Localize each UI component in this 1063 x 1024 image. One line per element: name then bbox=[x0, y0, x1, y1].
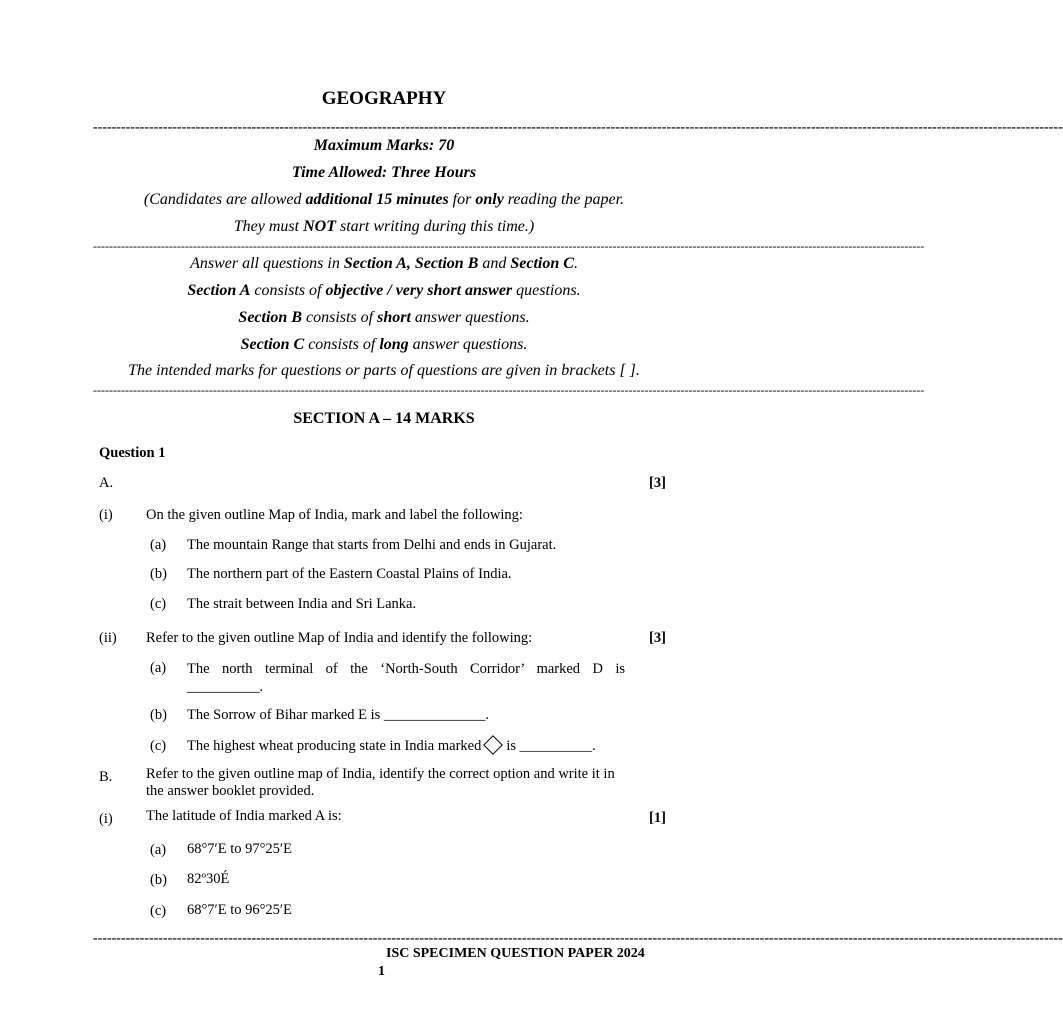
item-text: The mountain Range that starts from Delhi and ends in Gujarat. bbox=[187, 537, 557, 553]
divider: ---------------------------------------------------------------------------------------------------------------------------------------------------------------------------------------------------------------- bbox=[93, 120, 1063, 135]
part-b-label: B. bbox=[99, 769, 113, 785]
page-number: 1 bbox=[378, 964, 385, 979]
section-heading: SECTION A – 14 MARKS bbox=[293, 410, 475, 427]
divider: ---------------------------------------------------------------------------------------------------------------------------------------------------------------------------------------------------------------- bbox=[93, 383, 925, 397]
item-text: The strait between India and Sri Lanka. bbox=[187, 596, 417, 612]
option-number: (c) bbox=[150, 903, 167, 919]
subpart-marks: [3] bbox=[649, 630, 666, 646]
item-number: (c) bbox=[150, 738, 167, 754]
instruction-answer-all: Answer all questions in Section A, Section B and Section C. bbox=[190, 255, 578, 272]
instruction-section-a: Section A consists of objective / very short answer questions. bbox=[187, 282, 581, 299]
item-number: (c) bbox=[150, 596, 167, 612]
option-text: 82º30É bbox=[187, 871, 230, 887]
option-text: 68°7′E to 97°25′E bbox=[187, 841, 292, 857]
item-text: The northern part of the Eastern Coastal Plains of India. bbox=[187, 566, 512, 582]
time-allowed: Time Allowed: Three Hours bbox=[291, 164, 477, 181]
subpart-text: The latitude of India marked A is: bbox=[146, 808, 342, 824]
question-label: Question 1 bbox=[99, 445, 166, 461]
subpart-text: On the given outline Map of India, mark and label the following: bbox=[146, 507, 523, 523]
footer-paper-title: ISC SPECIMEN QUESTION PAPER 2024 bbox=[386, 946, 645, 961]
part-a-label: A. bbox=[99, 475, 114, 491]
option-number: (a) bbox=[150, 842, 167, 858]
instruction-section-c: Section C consists of long answer questions. bbox=[240, 336, 528, 353]
diamond-marker-icon bbox=[483, 735, 503, 755]
item-text: The north terminal of the ‘North-South Corridor’ marked D is __________. bbox=[187, 661, 625, 695]
subpart-number: (i) bbox=[99, 507, 113, 523]
maximum-marks: Maximum Marks: 70 bbox=[313, 137, 455, 154]
subpart-marks: [1] bbox=[649, 810, 666, 826]
item-number: (b) bbox=[150, 566, 167, 582]
option-text: 68°7′E to 96°25′E bbox=[187, 902, 292, 918]
part-a-marks: [3] bbox=[649, 475, 666, 491]
part-b-text: Refer to the given outline map of India, identify the correct option and write it in the answer booklet provided. bbox=[146, 766, 615, 799]
subpart-number: (ii) bbox=[99, 630, 117, 646]
item-number: (b) bbox=[150, 707, 167, 723]
instruction-section-b: Section B consists of short answer questions. bbox=[238, 309, 530, 326]
divider: ---------------------------------------------------------------------------------------------------------------------------------------------------------------------------------------------------------------- bbox=[93, 931, 1063, 946]
item-number: (a) bbox=[150, 660, 167, 676]
instruction-marks-note: The intended marks for questions or parts of questions are given in brackets [ ]. bbox=[128, 362, 640, 379]
reading-time-note: (Candidates are allowed additional 15 minutes for only reading the paper. bbox=[143, 191, 625, 208]
no-writing-note: They must NOT start writing during this time.) bbox=[233, 218, 535, 235]
subpart-number: (i) bbox=[99, 811, 113, 827]
item-text: The highest wheat producing state in India marked is __________. bbox=[187, 738, 596, 755]
item-text: The Sorrow of Bihar marked E is ______________. bbox=[187, 707, 490, 723]
subpart-text: Refer to the given outline Map of India and identify the following: bbox=[146, 630, 533, 646]
item-number: (a) bbox=[150, 537, 167, 553]
page-title: GEOGRAPHY bbox=[321, 88, 447, 109]
divider: ---------------------------------------------------------------------------------------------------------------------------------------------------------------------------------------------------------------- bbox=[93, 239, 925, 253]
option-number: (b) bbox=[150, 872, 167, 888]
